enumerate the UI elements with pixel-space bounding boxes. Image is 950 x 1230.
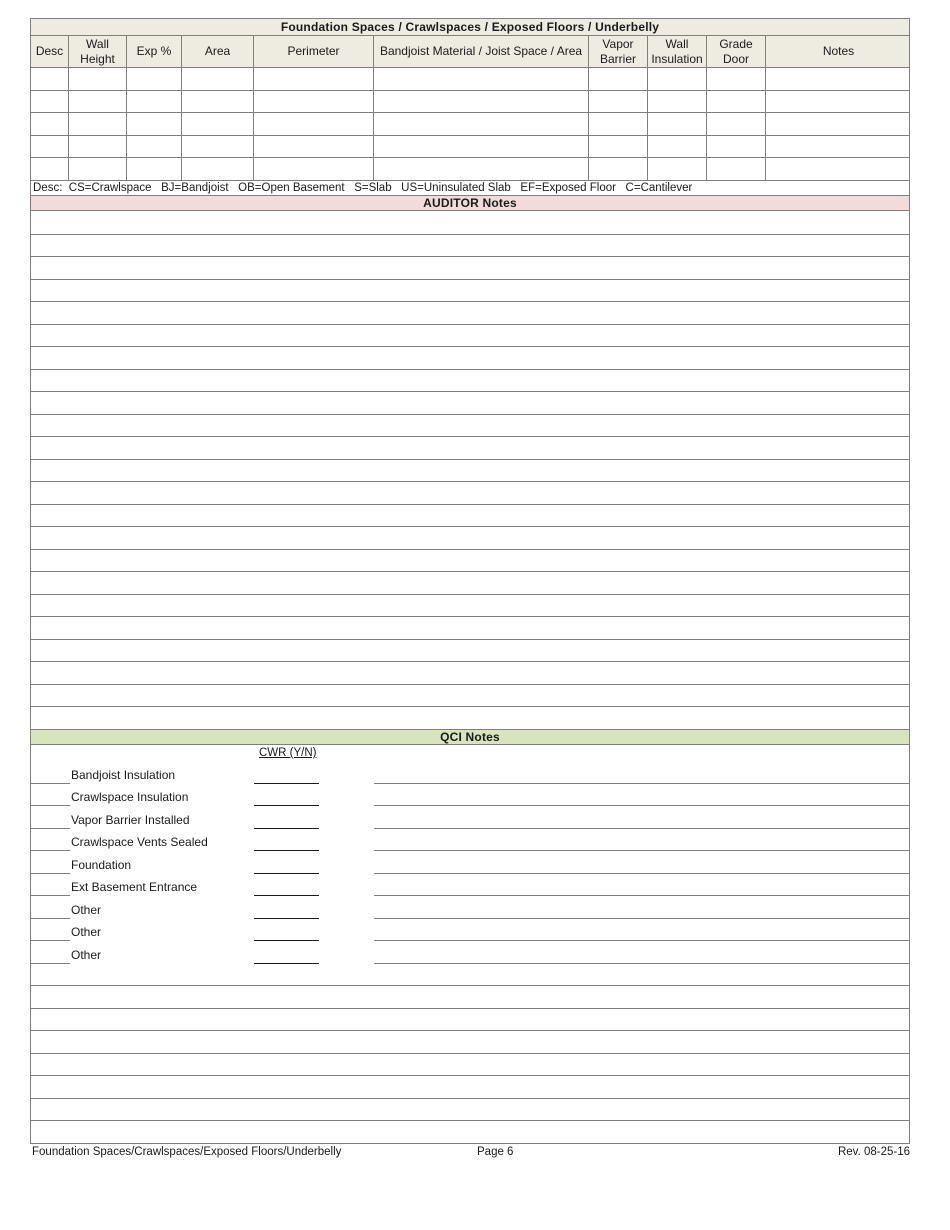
auditor-note-line[interactable]: [31, 639, 909, 640]
cell-wall-height[interactable]: [69, 136, 127, 158]
cell-bandjoist[interactable]: [374, 91, 589, 113]
auditor-note-line[interactable]: [31, 234, 909, 235]
qci-item: [31, 761, 909, 784]
qci-item: [31, 874, 909, 897]
cell-vapor[interactable]: [589, 158, 648, 180]
auditor-note-line[interactable]: [31, 369, 909, 370]
qci-extra-line[interactable]: [31, 1008, 909, 1009]
cell-grade-door[interactable]: [707, 136, 766, 158]
cell-exp[interactable]: [127, 136, 182, 158]
cell-vapor[interactable]: [589, 91, 648, 113]
cell-vapor[interactable]: [589, 68, 648, 90]
cell-desc[interactable]: [31, 158, 69, 180]
cell-grade-door[interactable]: [707, 68, 766, 90]
cell-perimeter[interactable]: [254, 158, 374, 180]
auditor-note-line[interactable]: [31, 459, 909, 460]
cell-exp[interactable]: [127, 158, 182, 180]
cell-perimeter[interactable]: [254, 113, 374, 135]
cell-exp[interactable]: [127, 113, 182, 135]
cell-grade-door[interactable]: [707, 158, 766, 180]
page-number: Page 6: [477, 1146, 514, 1158]
cell-wall-ins[interactable]: [648, 68, 707, 90]
qci-item-label: Ext Basement Entrance: [71, 880, 198, 894]
footer-title: Foundation Spaces/Crawlspaces/Exposed Floors/Underbelly: [32, 1146, 342, 1158]
cell-vapor[interactable]: [589, 113, 648, 135]
cell-perimeter[interactable]: [254, 136, 374, 158]
cell-perimeter[interactable]: [254, 91, 374, 113]
auditor-note-line[interactable]: [31, 414, 909, 415]
qci-extra-line[interactable]: [31, 1098, 909, 1099]
qci-extra-line[interactable]: [31, 1120, 909, 1121]
qci-item-label: Other: [71, 902, 102, 917]
cell-wall-height[interactable]: [69, 113, 127, 135]
auditor-note-line[interactable]: [31, 324, 909, 325]
column-header-vapor: Vapor Barrier: [589, 36, 648, 67]
auditor-note-line[interactable]: [31, 661, 909, 662]
cell-wall-height[interactable]: [69, 158, 127, 180]
qci-extra-line[interactable]: [31, 1053, 909, 1054]
cell-notes[interactable]: [766, 113, 911, 135]
column-header-wall-height: Wall Height: [69, 36, 127, 67]
qci-item-label: Vapor Barrier Installed: [71, 812, 190, 827]
auditor-note-line[interactable]: [31, 684, 909, 685]
table-row: [31, 113, 909, 136]
column-header-wall-ins: Wall Insulation: [648, 36, 707, 67]
cell-perimeter[interactable]: [254, 68, 374, 90]
cell-area[interactable]: [182, 136, 254, 158]
cwr-blank[interactable]: [254, 963, 319, 964]
auditor-note-line[interactable]: [31, 481, 909, 482]
auditor-note-line[interactable]: [31, 616, 909, 617]
qci-item: [31, 919, 909, 942]
cell-grade-door[interactable]: [707, 113, 766, 135]
auditor-note-line[interactable]: [31, 571, 909, 572]
cell-grade-door[interactable]: [707, 91, 766, 113]
qci-item-label: Crawlspace Insulation: [71, 790, 189, 804]
table-row: [31, 68, 909, 91]
cell-area[interactable]: [182, 113, 254, 135]
cell-desc[interactable]: [31, 113, 69, 135]
cell-notes[interactable]: [766, 136, 911, 158]
cell-wall-ins[interactable]: [648, 91, 707, 113]
qci-item: [31, 941, 909, 964]
qci-note-line[interactable]: [374, 963, 909, 964]
cell-notes[interactable]: [766, 68, 911, 90]
cwr-column-header: CWR (Y/N): [259, 747, 317, 759]
check-blank[interactable]: [31, 963, 70, 964]
table-row: [31, 91, 909, 114]
auditor-note-line[interactable]: [31, 594, 909, 595]
qci-extra-line[interactable]: [31, 985, 909, 986]
cell-notes[interactable]: [766, 158, 911, 180]
cell-bandjoist[interactable]: [374, 68, 589, 90]
auditor-note-line[interactable]: [31, 549, 909, 550]
cell-desc[interactable]: [31, 68, 69, 90]
qci-item: [31, 896, 909, 919]
auditor-note-line[interactable]: [31, 301, 909, 302]
qci-extra-line[interactable]: [31, 1030, 909, 1031]
cell-bandjoist[interactable]: [374, 113, 589, 135]
qci-item-label: Foundation: [71, 857, 132, 872]
cell-wall-ins[interactable]: [648, 136, 707, 158]
cell-notes[interactable]: [766, 91, 911, 113]
cell-bandjoist[interactable]: [374, 136, 589, 158]
qci-item: [31, 851, 909, 874]
cell-area[interactable]: [182, 158, 254, 180]
cell-wall-ins[interactable]: [648, 113, 707, 135]
auditor-note-line[interactable]: [31, 346, 909, 347]
column-header-notes: Notes: [822, 44, 855, 58]
column-header-perimeter: Perimeter: [254, 36, 374, 67]
auditor-note-line[interactable]: [31, 279, 909, 280]
column-header-grade-door: Grade Door: [707, 36, 766, 67]
auditor-note-line[interactable]: [31, 391, 909, 392]
qci-item: [31, 806, 909, 829]
form-title: Foundation Spaces / Crawlspaces / Exposed Floors / Underbelly: [31, 19, 909, 36]
column-header-area: Area: [182, 36, 254, 67]
qci-item-label: Other: [71, 925, 102, 939]
data-rows: [31, 68, 909, 181]
cell-exp[interactable]: [127, 91, 182, 113]
qci-item-label: Crawlspace Vents Sealed: [71, 835, 208, 849]
revision-date: Rev. 08-25-16: [837, 1146, 910, 1158]
qci-item: [31, 784, 909, 807]
column-header-bandjoist: Bandjoist Material / Joist Space / Area: [374, 36, 589, 67]
qci-item-label: Other: [71, 947, 102, 962]
qci-item-label: Bandjoist Insulation: [71, 767, 176, 782]
auditor-note-line[interactable]: [31, 256, 909, 257]
qci-notes-title: QCI Notes: [31, 729, 909, 745]
table-row: [31, 136, 909, 159]
qci-item: [31, 829, 909, 852]
cell-bandjoist[interactable]: [374, 158, 589, 180]
auditor-note-line[interactable]: [31, 504, 909, 505]
table-header: [31, 36, 909, 68]
cell-exp[interactable]: [127, 68, 182, 90]
auditor-notes-title: AUDITOR Notes: [31, 196, 909, 211]
table-row: [31, 158, 909, 181]
foundation-form: [30, 18, 910, 1144]
auditor-note-line[interactable]: [31, 526, 909, 527]
cell-area[interactable]: [182, 68, 254, 90]
qci-extra-line[interactable]: [31, 1143, 909, 1144]
cell-area[interactable]: [182, 91, 254, 113]
cell-desc[interactable]: [31, 91, 69, 113]
auditor-note-line[interactable]: [31, 706, 909, 707]
desc-legend: Desc: CS=Crawlspace BJ=Bandjoist OB=Open Basement S=Slab US=Uninsulated Slab EF=Exposed Floor C=Cantilever: [31, 181, 909, 196]
auditor-note-line[interactable]: [31, 436, 909, 437]
cell-wall-height[interactable]: [69, 91, 127, 113]
cell-wall-ins[interactable]: [648, 158, 707, 180]
column-header-exp: Exp %: [127, 36, 182, 67]
cell-wall-height[interactable]: [69, 68, 127, 90]
cell-vapor[interactable]: [589, 136, 648, 158]
column-header-desc: Desc: [31, 36, 69, 67]
cell-desc[interactable]: [31, 136, 69, 158]
qci-extra-line[interactable]: [31, 1075, 909, 1076]
